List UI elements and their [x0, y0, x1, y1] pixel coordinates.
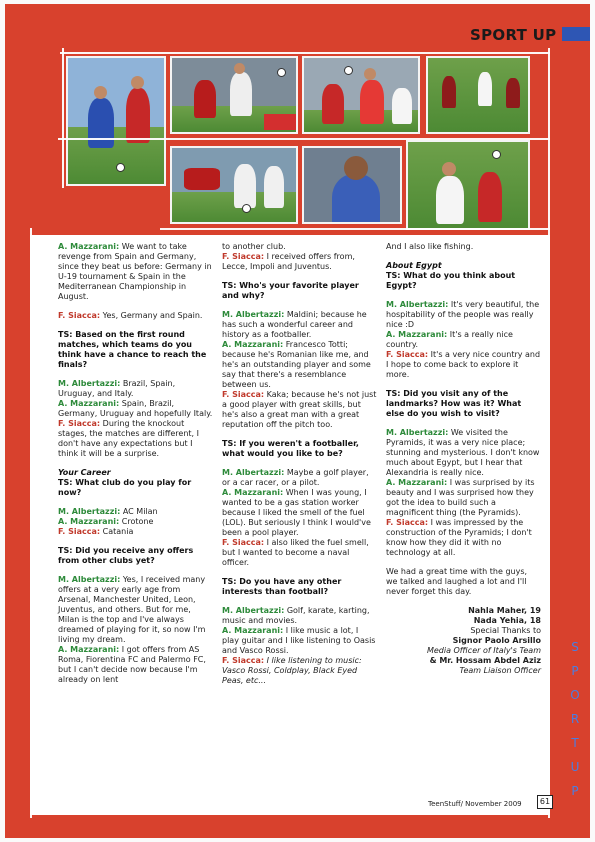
section-block: About Egypt TS: What do you think about Egypt?	[386, 261, 541, 291]
answer: M. Albertazzi: Yes, I received many offers at a very early age from Arsenal, Manchester United, Leon, Juventus, and others. But for me, Milan is the top and I've always dreamed of playing for it, so now I'm living my dream. A. Mazzarani: I got offers from AS Roma, Fiorentina FC and Palermo FC, but I can't decide now because I'm already on lent	[58, 575, 206, 684]
answer: M. Albertazzi: Golf, karate, karting, music and movies. A. Mazzarani: I like music a lot, I play guitar and I like listening to Oasis and Vasco Rossi. F. Siacca: I like listening to music: Vasco Rossi, Coldplay, Black Eyed Peas, etc...	[222, 606, 376, 685]
interview-question: TS: Did you visit any of the landmarks? How was it? What else do you wish to visit?	[386, 389, 522, 418]
interview-question: TS: Did you receive any offers from other clubs yet?	[58, 546, 194, 565]
section-heading: About Egypt	[386, 261, 442, 270]
author-credit: Nahla Maher, 19	[468, 606, 541, 615]
side-section-label: S P O R T U P	[570, 640, 582, 798]
answer: F. Siacca: Yes, Germany and Spain.	[58, 311, 203, 320]
answer: M. Albertazzi: We visited the Pyramids, it was a very nice place; stunning and mysterious. I don't know much about Egypt, but I hear that Alexandria is really nice. A. Mazzarani: I was surprised by its beauty and I was surprised how they got the idea to build such a magnificent thing (the Pyramids). F. Siacca: I was impressed by the construction of the Pyramids; I don't know how they did it with no technology at all.	[386, 428, 540, 557]
answer: M. Albertazzi: It's very beautiful, the hospitability of the people was really nice :D A. Mazzarani: It's a really nice country. F. Siacca: It's a very nice country and I hope to come back to explore it more.	[386, 300, 541, 379]
section-block: Your Career TS: What club do you play for now?	[58, 468, 213, 498]
answer: And I also like fishing.	[386, 242, 474, 251]
sketch-line-left	[62, 48, 64, 188]
thanks-name: Signor Paolo Arsillo	[452, 636, 541, 645]
interview-question: TS: Based on the first round matches, which teams do you think have a chance to reach the finals?	[58, 330, 207, 369]
page-number: 61	[537, 795, 553, 809]
article-column-1	[58, 242, 213, 694]
interview-question: TS: Who's your favorite player and why?	[222, 281, 359, 300]
photo-header-duel	[302, 56, 420, 134]
section-heading: Your Career	[58, 468, 111, 477]
author-credit: Nada Yehia, 18	[473, 616, 541, 625]
interview-question: TS: If you weren't a footballer, what would you like to be?	[222, 439, 359, 458]
section-color-bar	[562, 27, 590, 41]
closing-paragraph: We had a great time with the guys, we talked and laughed a lot and I'll never forget this day.	[386, 567, 528, 596]
thanks-line: Special Thanks to	[470, 626, 541, 635]
thanks-name: & Mr. Hossam Abdel Aziz	[429, 656, 541, 665]
thanks-role: Media Officer of Italy's Team	[426, 646, 541, 655]
photo-players-running	[426, 56, 530, 134]
interview-question: TS: Do you have any other interests than football?	[222, 577, 342, 596]
article-column-3	[386, 242, 541, 676]
article-credits	[386, 606, 541, 676]
answer: M. Albertazzi: Maldini; because he has such a wonderful career and history as a footballer. A. Mazzarani: Francesco Totti; because he's Romanian like me, and he's an outstanding player and some say that there's a resemblance between us. F. Siacca: Kaka; because he's not just a good player with great skills, but he's also a great man with a great reputation off the pitch too.	[222, 310, 377, 429]
section-title: SPORT UP	[470, 26, 557, 44]
thanks-role: Team Liaison Officer	[459, 666, 541, 675]
answer: M. Albertazzi: Maybe a golf player, or a car racer, or a pilot. A. Mazzarani: When I was young, I wanted to be a gas station worker because I liked the smell of the fuel (LOL). But seriously I think I would've been a pool player. F. Siacca: I also liked the fuel smell, but I wanted to become a naval officer.	[222, 468, 371, 567]
photo-goalkeeper-save	[170, 146, 298, 224]
article-column-2	[222, 242, 377, 695]
answer: A. Mazzarani: We want to take revenge from Spain and Germany, since they beat us before: Germany in U-19 tournament & Spain in the Mediterranean Championship in August.	[58, 242, 212, 301]
issue-credit: TeenStuff/ November 2009	[428, 800, 522, 808]
photo-players-stadium	[170, 56, 298, 134]
photo-player-celebrating	[406, 140, 530, 230]
answer: M. Albertazzi: Brazil, Spain, Uruguay, and Italy. A. Mazzarani: Spain, Brazil, Germany, Uruguay and hopefully Italy. F. Siacca: During the knockout stages, the matches are different, I don't have any expectations but I think it will be a surprise.	[58, 379, 213, 458]
answer: M. Albertazzi: AC Milan A. Mazzarani: Crotone F. Siacca: Catania	[58, 507, 158, 536]
sketch-line-middle	[58, 138, 550, 140]
photo-player-dejected	[302, 146, 402, 224]
sketch-line-lower	[160, 228, 550, 230]
photo-players-tackle	[66, 56, 166, 186]
sketch-line-top	[60, 52, 550, 54]
answer: to another club. F. Siacca: I received offers from, Lecce, Impoli and Juventus.	[222, 242, 355, 271]
